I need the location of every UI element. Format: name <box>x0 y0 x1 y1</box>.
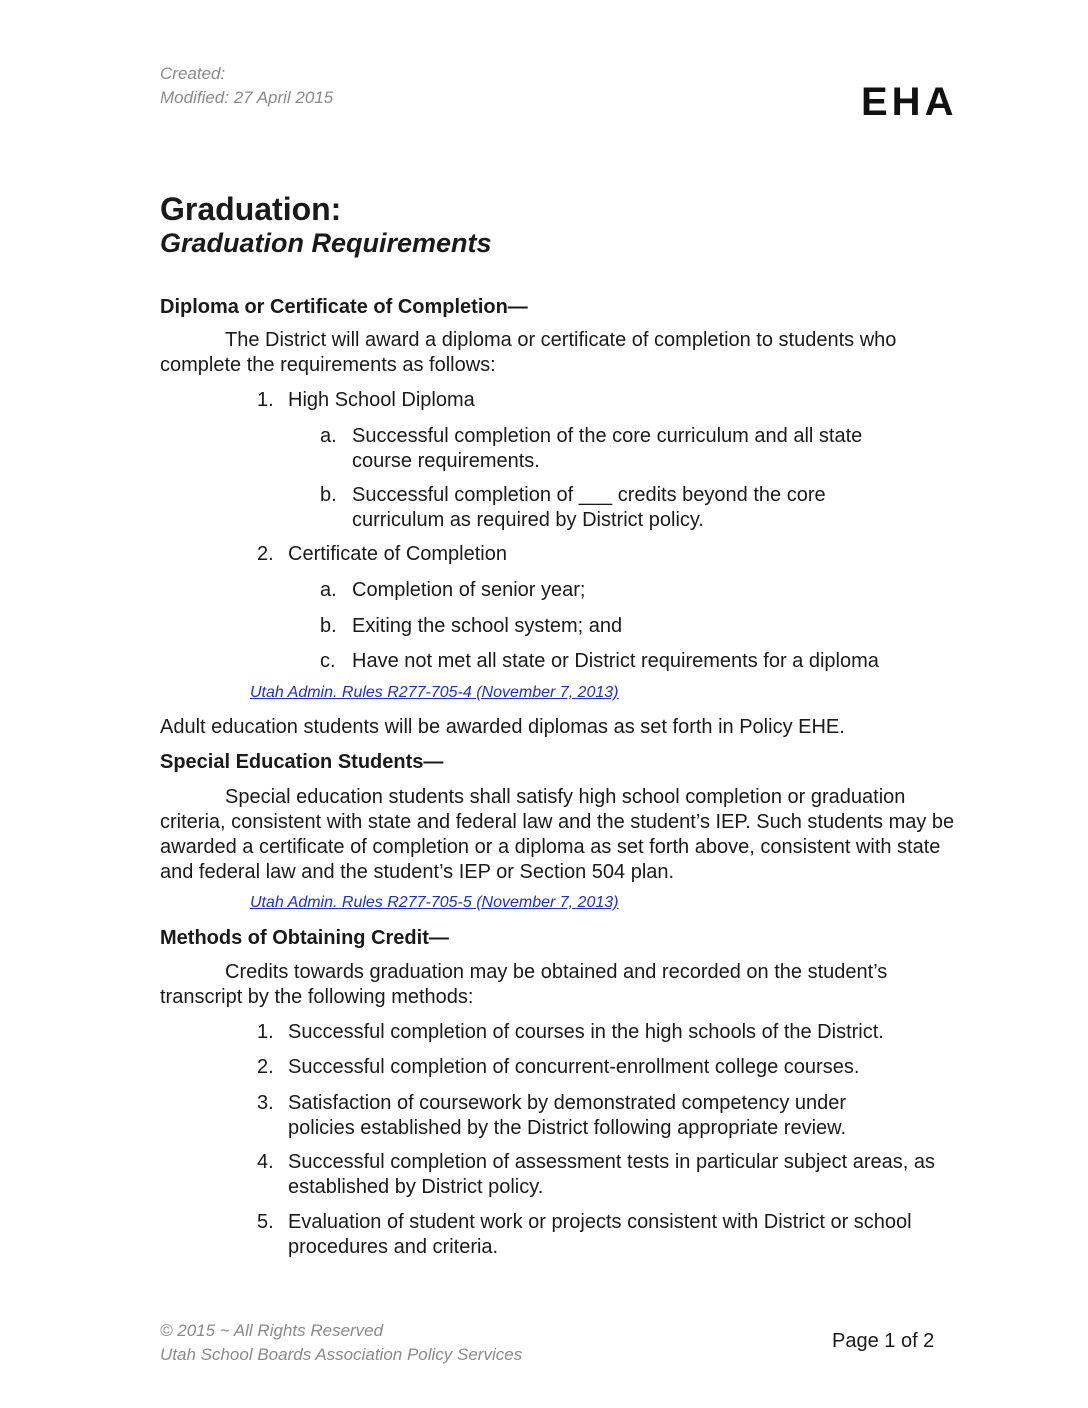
list-number: 1. <box>257 1021 274 1043</box>
list-text: Evaluation of student work or projects consistent with District or school procedures and criteria. <box>288 1211 912 1258</box>
list-text: Successful completion of assessment tests in particular subject areas, as established by District policy. <box>288 1151 935 1198</box>
page-number: Page 1 of 2 <box>832 1330 935 1352</box>
list-letter: a. <box>320 425 337 447</box>
list-number: 4. <box>257 1151 274 1173</box>
list-number: 2. <box>257 543 274 565</box>
document-meta <box>160 62 333 110</box>
special-education-text: Special education students shall satisfy high school completion or graduation criteria, consistent with state and federal law and the student’s IEP. Such students may be awarded a certificate of completion or a diploma as set forth above, consistent with state and federal law and the student’s IEP or Section 504 plan. <box>160 786 955 883</box>
list-text: Have not met all state or District requirements for a diploma <box>352 650 879 672</box>
list-item <box>257 1210 957 1260</box>
diploma-intro: The District will award a diploma or certificate of completion to students who complete the requirements as follows: <box>160 329 897 376</box>
section-heading-credit: Methods of Obtaining Credit— <box>160 927 449 949</box>
citation-link[interactable]: Utah Admin. Rules R277-705-4 (November 7, 2013) <box>250 684 619 701</box>
list-letter: b. <box>320 484 337 506</box>
page-title: Graduation: <box>160 191 342 227</box>
list-item <box>257 1091 957 1141</box>
list-text: Successful completion of ___ credits beyond the core curriculum as required by District policy. <box>352 484 826 531</box>
list-item <box>320 424 960 474</box>
section-heading-diploma: Diploma or Certificate of Completion— <box>160 296 528 318</box>
list-number: 1. <box>257 389 274 411</box>
copyright-notice: © 2015 ~ All Rights Reserved <box>160 1321 384 1340</box>
policy-code: EHA <box>861 80 958 124</box>
list-text: Successful completion of concurrent-enrollment college courses. <box>288 1056 860 1078</box>
organization-name: Utah School Boards Association Policy Services <box>160 1345 523 1364</box>
adult-education-note: Adult education students will be awarded diplomas as set forth in Policy EHE. <box>160 716 845 738</box>
list-letter: b. <box>320 615 337 637</box>
list-number: 2. <box>257 1056 274 1078</box>
footer <box>160 1319 522 1367</box>
list-number: 5. <box>257 1211 274 1233</box>
created-label: Created: <box>160 64 226 83</box>
list-item <box>257 1150 957 1200</box>
list-text: Successful completion of the core curriculum and all state course requirements. <box>352 425 863 472</box>
list-text: Certificate of Completion <box>288 543 507 565</box>
list-text: Completion of senior year; <box>352 579 586 601</box>
list-item <box>320 483 960 533</box>
page-subtitle: Graduation Requirements <box>160 228 492 258</box>
credit-intro: Credits towards graduation may be obtained and recorded on the student’s transcript by the following methods: <box>160 961 888 1008</box>
list-text: Successful completion of courses in the high schools of the District. <box>288 1021 884 1043</box>
list-text: Exiting the school system; and <box>352 615 623 637</box>
list-number: 3. <box>257 1092 274 1114</box>
modified-date: Modified: 27 April 2015 <box>160 88 334 107</box>
list-text: High School Diploma <box>288 389 475 411</box>
list-letter: a. <box>320 579 337 601</box>
section-heading-special-education: Special Education Students— <box>160 751 444 773</box>
citation-link[interactable]: Utah Admin. Rules R277-705-5 (November 7, 2013) <box>250 894 619 911</box>
list-letter: c. <box>320 650 336 672</box>
list-text: Satisfaction of coursework by demonstrated competency under policies established by the District following appropriate review. <box>288 1092 847 1139</box>
